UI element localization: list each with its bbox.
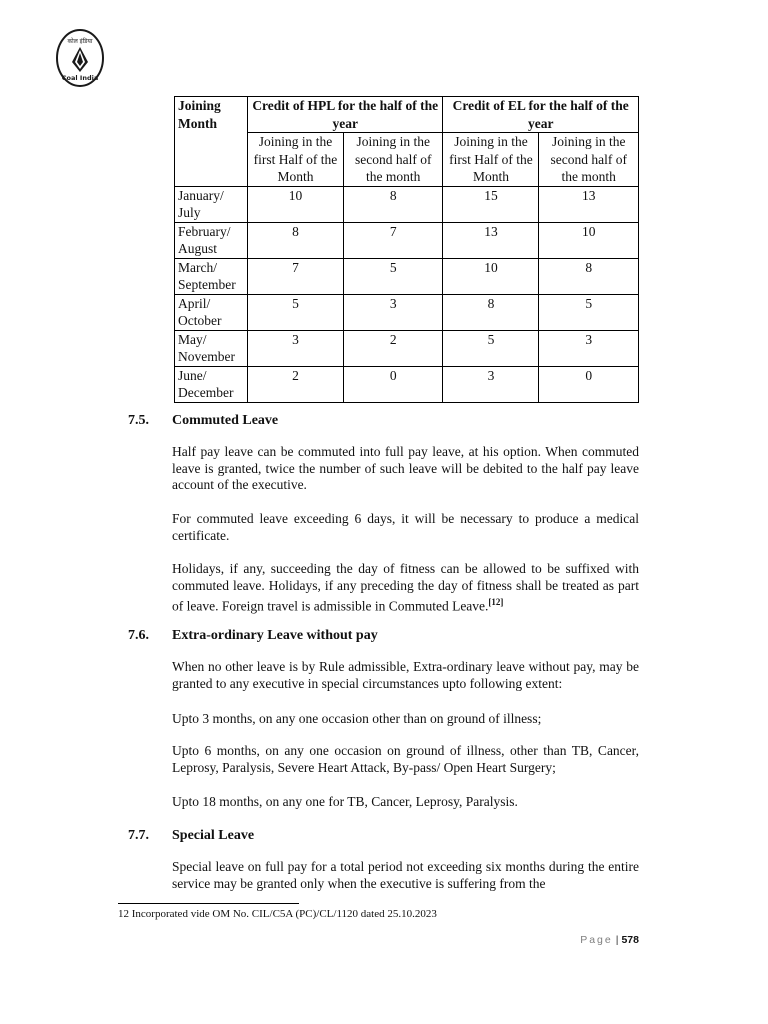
section-number: 7.7. — [128, 828, 149, 843]
page-label: Page — [580, 934, 613, 946]
el-first-cell: 5 — [443, 330, 539, 366]
table-row — [175, 222, 639, 258]
table-row — [175, 330, 639, 366]
footnote: 12 Incorporated vide OM No. CIL/C5A (PC)/CL/1120 dated 25.10.2023 — [118, 908, 437, 920]
hpl-second-cell: 5 — [343, 258, 443, 294]
table-row — [175, 258, 639, 294]
month-cell: March/ September — [175, 258, 248, 294]
section-title: Commuted Leave — [172, 413, 279, 428]
section-number: 7.6. — [128, 628, 149, 643]
subheader-el-second-half: Joining in the second half of the month — [539, 133, 639, 187]
el-second-cell: 10 — [539, 222, 639, 258]
footnote-reference[interactable]: [12] — [488, 597, 504, 607]
paragraph: Special leave on full pay for a total period not exceeding six months during the entire service may be granted only when the executive is suffering from the — [172, 859, 639, 891]
page-separator: | — [615, 934, 619, 946]
hpl-second-cell: 3 — [343, 294, 443, 330]
hpl-first-cell: 10 — [248, 186, 344, 222]
header-hpl-credit: Credit of HPL for the half of the year — [248, 97, 443, 133]
table-row — [175, 294, 639, 330]
page-number-value: 578 — [621, 934, 639, 946]
hpl-second-cell: 7 — [343, 222, 443, 258]
leave-credit-table — [174, 96, 639, 403]
hpl-first-cell: 3 — [248, 330, 344, 366]
subheader-el-first-half: Joining in the first Half of the Month — [443, 133, 539, 187]
section-heading-7-5 — [128, 413, 278, 429]
logo-text: Coal India — [61, 74, 99, 82]
subheader-hpl-first-half: Joining in the first Half of the Month — [248, 133, 344, 187]
header-el-credit: Credit of EL for the half of the year — [443, 97, 639, 133]
month-cell: May/ November — [175, 330, 248, 366]
el-second-cell: 8 — [539, 258, 639, 294]
el-first-cell: 15 — [443, 186, 539, 222]
paragraph: Half pay leave can be commuted into full pay leave, at his option. When commuted leave is granted, twice the number of such leave will be debited to the half pay leave account of the executive. — [172, 444, 639, 492]
hpl-first-cell: 2 — [248, 366, 344, 402]
paragraph — [172, 561, 639, 615]
paragraph: Upto 3 months, on any one occasion other than on ground of illness; — [172, 711, 542, 726]
el-second-cell: 3 — [539, 330, 639, 366]
subheader-hpl-second-half: Joining in the second half of the month — [343, 133, 443, 187]
hpl-second-cell: 0 — [343, 366, 443, 402]
hpl-first-cell: 8 — [248, 222, 344, 258]
header-joining-month: Joining Month — [175, 97, 248, 187]
paragraph-text: Holidays, if any, succeeding the day of fitness can be allowed to be suffixed with commuted leave. Holidays, if any preceding the day of fitness shall be treated as part of leave. Foreign travel is admissible in Commuted Leave. — [172, 561, 639, 614]
hpl-first-cell: 7 — [248, 258, 344, 294]
paragraph: Upto 6 months, on any one occasion on ground of illness, other than TB, Cancer, Leprosy, Paralysis, Severe Heart Attack, By-pass/ Open Heart Surgery; — [172, 743, 639, 775]
paragraph: When no other leave is by Rule admissible, Extra-ordinary leave without pay, may be granted to any executive in special circumstances upto following extent: — [172, 659, 639, 691]
el-first-cell: 3 — [443, 366, 539, 402]
paragraph: For commuted leave exceeding 6 days, it will be necessary to produce a medical certificate. — [172, 511, 639, 543]
hpl-second-cell: 2 — [343, 330, 443, 366]
el-first-cell: 8 — [443, 294, 539, 330]
month-cell: January/ July — [175, 186, 248, 222]
hpl-first-cell: 5 — [248, 294, 344, 330]
table-row — [175, 186, 639, 222]
section-heading-7-6 — [128, 628, 378, 644]
logo-hindi-text: कोल इंडिया — [67, 38, 93, 45]
coal-india-logo — [55, 28, 105, 88]
section-heading-7-7 — [128, 828, 254, 844]
page-number — [580, 934, 639, 946]
footnote-divider — [118, 903, 299, 904]
hpl-second-cell: 8 — [343, 186, 443, 222]
paragraph: Upto 18 months, on any one for TB, Cancer, Leprosy, Paralysis. — [172, 794, 518, 809]
el-first-cell: 10 — [443, 258, 539, 294]
month-cell: February/ August — [175, 222, 248, 258]
table-row — [175, 366, 639, 402]
month-cell: June/ December — [175, 366, 248, 402]
el-second-cell: 13 — [539, 186, 639, 222]
el-second-cell: 0 — [539, 366, 639, 402]
el-first-cell: 13 — [443, 222, 539, 258]
el-second-cell: 5 — [539, 294, 639, 330]
section-number: 7.5. — [128, 413, 149, 428]
section-title: Extra-ordinary Leave without pay — [172, 628, 378, 643]
section-title: Special Leave — [172, 828, 255, 843]
month-cell: April/ October — [175, 294, 248, 330]
